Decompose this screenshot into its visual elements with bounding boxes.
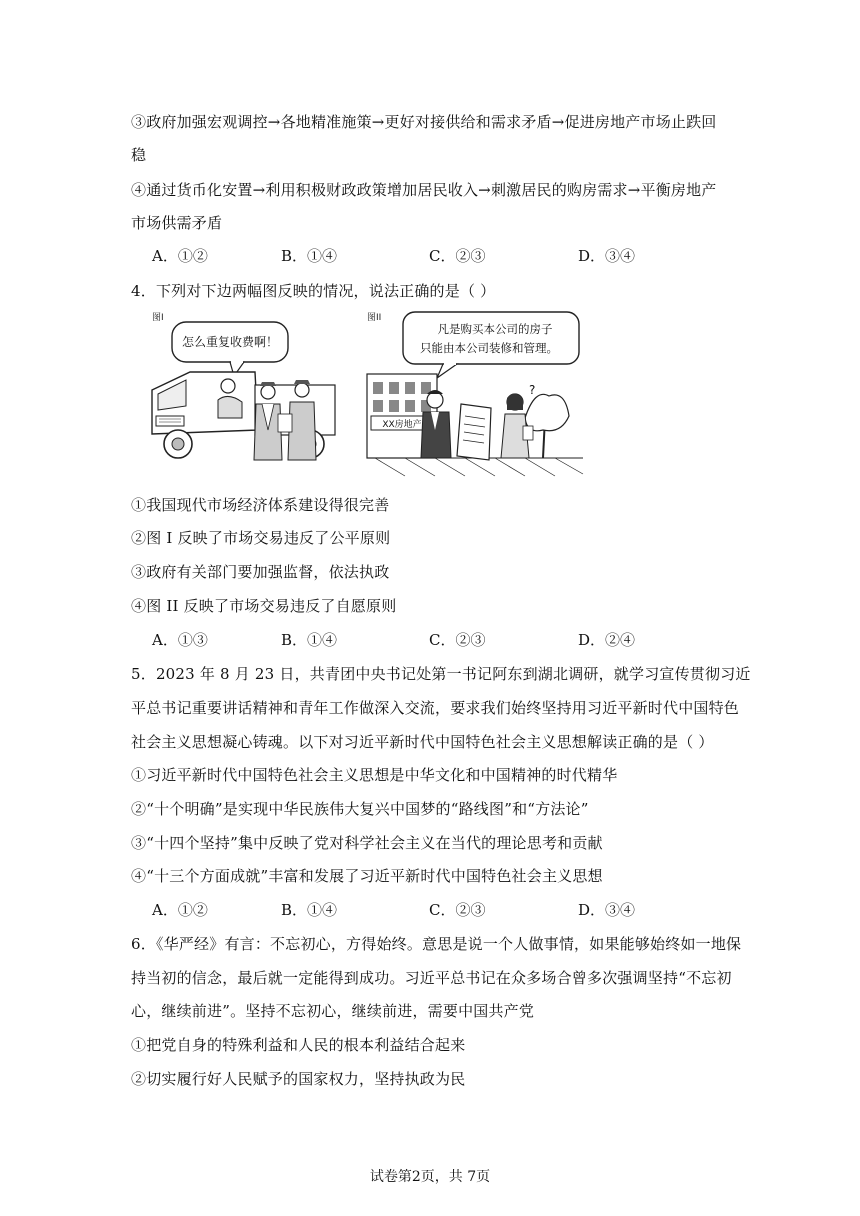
- q5-option-d: D．③④: [578, 901, 636, 919]
- q3-item-4-line-1: ④通过货币化安置→利用积极财政政策增加居民收入→刺激居民的购房需求→平衡房地产: [131, 181, 717, 199]
- q4-item-4: ④图 II 反映了市场交易违反了自愿原则: [131, 597, 397, 615]
- q5-item-1: ①习近平新时代中国特色社会主义思想是中华文化和中国精神的时代精华: [131, 766, 618, 784]
- q6-stem-line-3: 心，继续前进”。坚持不忘初心，继续前进，需要中国共产党: [131, 1002, 535, 1020]
- figure-2-speech-line-2: 只能由本公司装修和管理。: [420, 341, 558, 355]
- q5-item-4: ④“十三个方面成就”丰富和发展了习近平新时代中国特色社会主义思想: [131, 867, 603, 885]
- q3-item-4-line-2: 市场供需矛盾: [131, 214, 223, 232]
- q5-stem-line-3: 社会主义思想凝心铸魂。以下对习近平新时代中国特色社会主义思想解读正确的是（ ）: [131, 733, 714, 751]
- q3-option-d: D．③④: [578, 247, 636, 265]
- q6-item-2: ②切实履行好人民赋予的国家权力，坚持执政为民: [131, 1070, 466, 1088]
- figure-2-speech-bubble: [403, 312, 579, 364]
- notice-board: [457, 404, 491, 460]
- q5-stem-line-1: 5．2023 年 8 月 23 日，共青团中央书记处第一书记阿东到湖北调研，就学习宣传贯彻习近: [131, 665, 751, 683]
- tree: [525, 394, 569, 430]
- q4-option-d: D．②④: [578, 631, 636, 649]
- salesman-figure: [427, 392, 443, 408]
- officer-figure-2: [295, 383, 309, 397]
- q4-stem: 4．下列对下边两幅图反映的情况，说法正确的是（ ）: [131, 282, 496, 300]
- figure-1-label: 图I: [152, 313, 164, 323]
- figure-2-illustration: [365, 308, 585, 480]
- q4-item-2: ②图 I 反映了市场交易违反了公平原则: [131, 529, 391, 547]
- q5-option-c: C．②③: [429, 901, 486, 919]
- question-mark: ?: [529, 383, 536, 397]
- driver-figure: [221, 379, 235, 393]
- page-footer: 试卷第2页，共 7页: [369, 1169, 491, 1185]
- q6-stem-line-2: 持当初的信念，最后就一定能得到成功。习近平总书记在众多场合曾多次强调坚持“不忘初: [131, 969, 732, 987]
- q5-option-b: B．①④: [281, 901, 338, 919]
- q4-item-1: ①我国现代市场经济体系建设得很完善: [131, 496, 390, 514]
- q3-item-3-line-2: 稳: [131, 146, 147, 164]
- figure-1-illustration: [150, 310, 340, 464]
- q4-option-b: B．①④: [281, 631, 338, 649]
- q5-item-3: ③“十四个坚持”集中反映了党对科学社会主义在当代的理论思考和贡献: [131, 834, 603, 852]
- company-sign-text: XX房地产: [382, 420, 422, 430]
- q6-stem-line-1: 6．《华严经》有言：不忘初心，方得始终。意思是说一个人做事情，如果能够始终如一地保: [131, 935, 742, 953]
- figure-2-label: 图II: [367, 313, 382, 323]
- officer-figure-1: [261, 385, 275, 399]
- figure-2-drawing: [365, 308, 585, 480]
- q6-item-1: ①把党自身的特殊利益和人民的根本利益结合起来: [131, 1036, 466, 1054]
- q4-option-a: A．①③: [152, 631, 208, 649]
- q5-item-2: ②“十个明确”是实现中华民族伟大复兴中国梦的“路线图”和“方法论”: [131, 800, 589, 818]
- figure-1-speech-text: 怎么重复收费啊！: [181, 335, 279, 349]
- q4-item-3: ③政府有关部门要加强监督，依法执政: [131, 563, 390, 581]
- figure-1-drawing: [150, 310, 340, 464]
- q3-option-a: A．①②: [152, 247, 208, 265]
- q5-stem-line-2: 平总书记重要讲话精神和青年工作做深入交流，要求我们始终坚持用习近平新时代中国特色: [131, 699, 740, 717]
- q3-option-c: C．②③: [429, 247, 486, 265]
- q4-option-c: C．②③: [429, 631, 486, 649]
- figure-2-speech-line-1: 凡是购买本公司的房子: [437, 322, 553, 336]
- q5-option-a: A．①②: [152, 901, 208, 919]
- q3-item-3-line-1: ③政府加强宏观调控→各地精准施策→更好对接供给和需求矛盾→促进房地产市场止跌回: [131, 113, 717, 131]
- q3-option-b: B．①④: [281, 247, 338, 265]
